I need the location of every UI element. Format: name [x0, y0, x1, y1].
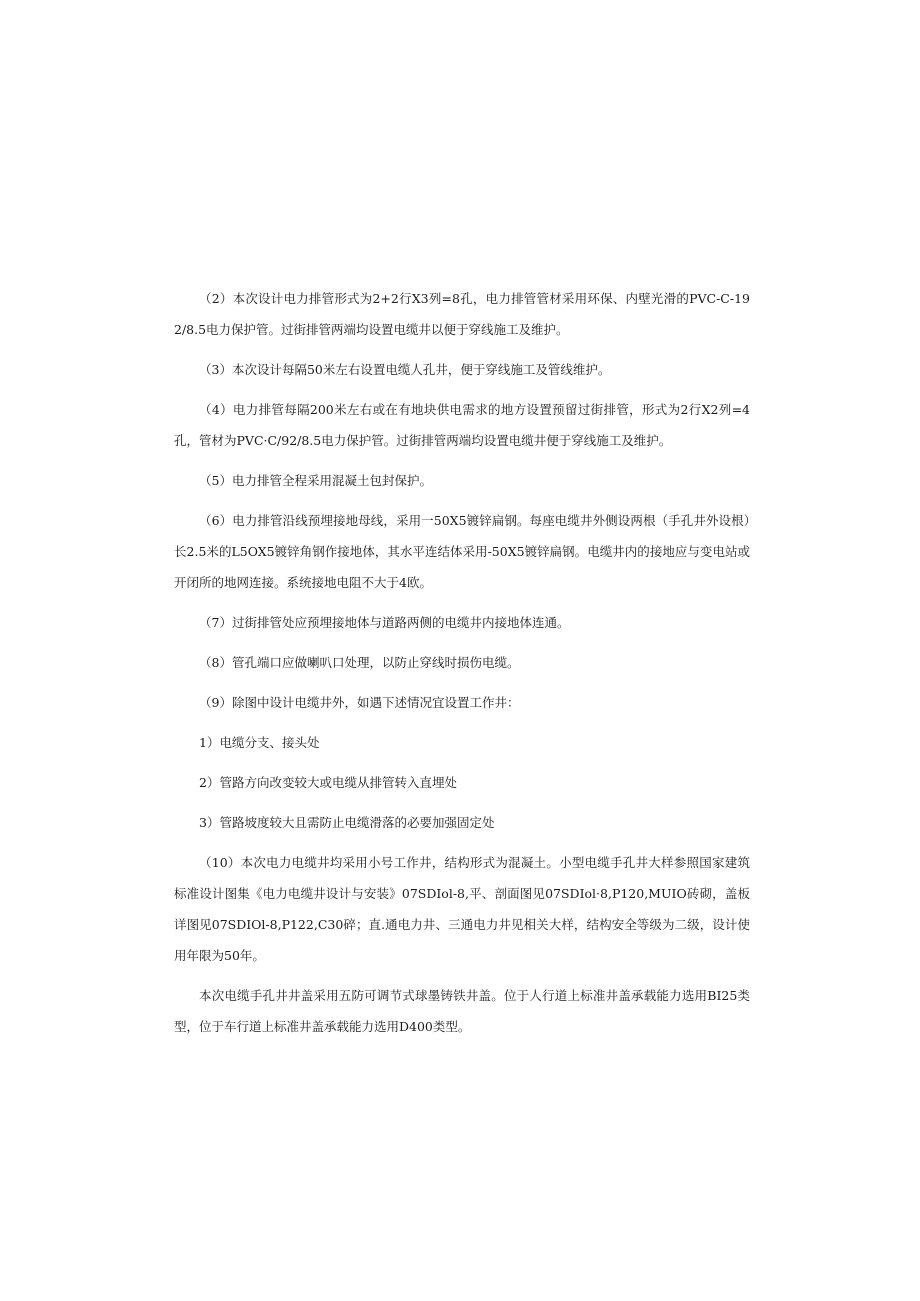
paragraph-7: （7）过街排管处应预埋接地体与道路两侧的电缆井内接地体连通。: [199, 615, 570, 630]
paragraph-9: （9）除图中设计电缆井外，如遇下述情况宜设置工作井：: [199, 695, 520, 710]
paragraph-11: 本次电缆手孔井井盖采用五防可调节式球墨铸铁井盖。位于人行道上标准井盖承载能力选用BI25类型，位于车行道上标准井盖承载能力选用D400类型。: [174, 988, 750, 1034]
list-item-1: 1）电缆分支、接头处: [199, 735, 320, 750]
list-item-2: 2）管路方向改变较大或电缆从排管转入直埋处: [199, 775, 457, 790]
paragraph-2: （2）本次设计电力排管形式为2+2行X3列=8孔，电力排管管材采用环保、内壁光滑的PVC-C-192/8.5电力保护管。过街排管两端均设置电缆井以便于穿线施工及维护。: [174, 291, 750, 337]
list-item-3: 3）管路坡度较大且需防止电缆滑落的必要加强固定处: [199, 815, 495, 830]
paragraph-5: （5）电力排管全程采用混凝土包封保护。: [199, 473, 432, 488]
paragraph-8: （8）管孔端口应做喇叭口处理，以防止穿线时损伤电缆。: [199, 655, 520, 670]
paragraph-3: （3）本次设计每隔50米左右设置电缆人孔井，便于穿线施工及管线维护。: [199, 362, 611, 377]
paragraph-10: （10）本次电力电缆井均采用小号工作井，结构形式为混凝土。小型电缆手孔井大样参照国家建筑标准设计图集《电力电缆井设计与安装》07SDIol-8,平、剖面图见07SDIol·8,P120,MUIO砖砌，盖板详图见07SDIOl-8,P122,C30碎；直.通电力井、三通电力井见相关大样，结构安全等级为二级，设计使用年限为50年。: [174, 855, 750, 963]
paragraph-4: （4）电力排管每隔200米左右或在有地块供电需求的地方设置预留过街排管，形式为2行X2列=4孔，管材为PVC·C/92/8.5电力保护管。过街排管两端均设置电缆井便于穿线施工及维护。: [174, 402, 750, 448]
paragraph-6: （6）电力排管沿线预埋接地母线，采用一50X5镀锌扁钢。每座电缆井外侧设两根（手孔井外设根）长2.5米的L5OX5镀锌角钢作接地体，其水平连结体采用-50X5镀锌扁钢。电缆井内的接地应与变电站或开闭所的地网连接。系统接地电阻不大于4欧。: [174, 513, 750, 590]
document-body: [174, 283, 750, 1051]
